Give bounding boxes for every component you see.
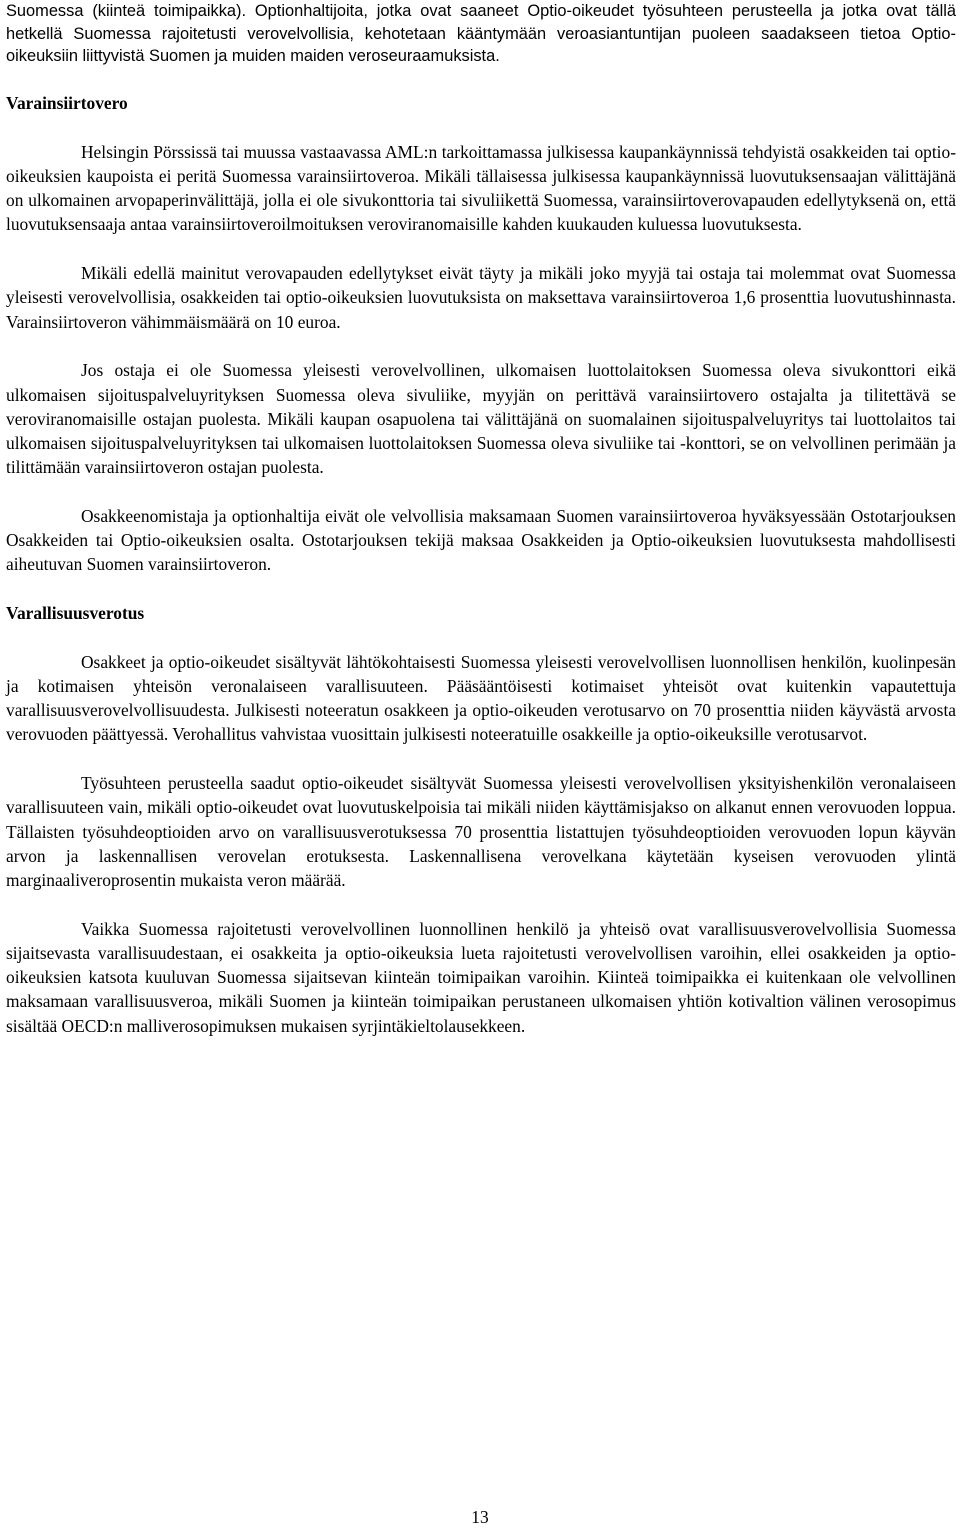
paragraph: Työsuhteen perusteella saadut optio-oikeudet sisältyvät Suomessa yleisesti verovelvollisen yksityishenkilön veronalaiseen varallisuuteen vain, mikäli optio-oikeudet ovat luovutuskelpoisia tai mikäli niiden käyttämisjakso on alkanut ennen verovuoden loppua. Tällaisten työsuhdeoptioiden arvo on varallisuusverotuksessa 70 prosenttia listattujen työsuhdeoptioiden verovuoden lopun käyvän arvon ja laskennallisen verovelan erotuksesta. Laskennallisena verovelkana käytetään kyseisen verovuoden ylintä marginaaliveroprosentin mukaista veron määrää.	[6, 773, 956, 891]
paragraph: Helsingin Pörssissä tai muussa vastaavassa AML:n tarkoittamassa julkisessa kaupankäynnissä tehdyistä osakkeiden tai optio-oikeuksien kaupoista ei peritä Suomessa varainsiirtoveroa. Mikäli tällaisessa julkisessa kaupankäynnissä luovutuksensaajan välittäjänä on ulkomainen arvopaperinvälittäjä, jolla ei ole sivukonttoria tai sivuliikettä Suomessa, varainsiirtoverovapauden edellytyksenä on, että luovutuksensaaja antaa varainsiirtoveroilmoituksen veroviranomaisille kahden kuukauden kuluessa luovutuksesta.	[6, 141, 956, 235]
section-heading-varallisuusverotus: Varallisuusverotus	[6, 603, 145, 624]
section-heading-varainsiirtovero: Varainsiirtovero	[6, 93, 128, 113]
intro-paragraph: Suomessa (kiinteä toimipaikka). Optionhaltijoita, jotka ovat saaneet Optio-oikeudet työsuhteen perusteella ja jotka ovat tällä hetkellä Suomessa rajoitetusti verovelvollisia, kehotetaan kääntymään veroasiantuntijan puoleen saadakseen tietoa Optio-oikeuksiin liittyvistä Suomen ja muiden maiden veroseuraamuksista.	[6, 2, 956, 65]
paragraph: Vaikka Suomessa rajoitetusti verovelvollinen luonnollinen henkilö ja yhteisö ovat varallisuusverovelvollisia Suomessa sijaitsevasta varallisuudestaan, ei osakkeita ja optio-oikeuksia lueta rajoitetusti verovelvollisen varoihin, ellei osakkeiden ja optio-oikeuksien katsota kuuluvan Suomessa sijaitsevan kiinteän toimipaikan varoihin. Kiinteä toimipaikka ei kuitenkaan ole velvollinen maksamaan varallisuusveroa, mikäli Suomen ja kiinteän toimipaikan perustaneen ulkomaisen yhtiön kotivaltion välinen verosopimus sisältää OECD:n malliverosopimuksen mukaisen syrjintäkieltolausekkeen.	[6, 918, 956, 1036]
document-body	[6, 91, 956, 1062]
paragraph: Osakkeet ja optio-oikeudet sisältyvät lähtökohtaisesti Suomessa yleisesti verovelvollisen luonnollisen henkilön, kuolinpesän ja kotimaisen yhteisön veronalaiseen varallisuuteen. Pääsääntöisesti kotimaiset yhteisöt ovat kuitenkin vapautettuja varallisuusverovelvollisuudesta. Julkisesti noteeratun osakkeen ja optio-oikeuden verotusarvo on 70 prosenttia niiden käyvästä arvosta verovuoden päättyessä. Verohallitus vahvistaa vuosittain julkisesti noteeratuille osakkeille ja optio-oikeuksille verotusarvot.	[6, 651, 956, 745]
paragraph: Osakkeenomistaja ja optionhaltija eivät ole velvollisia maksamaan Suomen varainsiirtoveroa hyväksyessään Ostotarjouksen Osakkeiden tai Optio-oikeuksien osalta. Ostotarjouksen tekijä maksaa Osakkeiden ja Optio-oikeuksien luovutuksesta mahdollisesti aiheutuvan Suomen varainsiirtoveron.	[6, 505, 956, 575]
paragraph: Jos ostaja ei ole Suomessa yleisesti verovelvollinen, ulkomaisen luottolaitoksen Suomessa oleva sivukonttori eikä ulkomaisen sijoituspalveluyrityksen Suomessa oleva sivuliike, myyjän on perittävä varainsiirtovero ostajalta ja tilitettävä se veroviranomaisille ostajan puolesta. Mikäli kaupan osapuolena tai välittäjänä on suomalainen sijoituspalveluyritys tai luottolaitos tai ulkomaisen sijoituspalveluyrityksen tai ulkomaisen luottolaitoksen Suomessa oleva sivuliike tai -konttori, se on velvollinen perimään ja tilittämään varainsiirtoveron ostajan puolesta.	[6, 360, 956, 478]
paragraph: Mikäli edellä mainitut verovapauden edellytykset eivät täyty ja mikäli joko myyjä tai ostaja tai molemmat ovat Suomessa yleisesti verovelvollisia, osakkeiden tai optio-oikeuksien luovutuksista on maksettava varainsiirtoveroa 1,6 prosenttia luovutushinnasta. Varainsiirtoveron vähimmäismäärä on 10 euroa.	[6, 263, 956, 332]
page-number: 13	[471, 1507, 489, 1527]
